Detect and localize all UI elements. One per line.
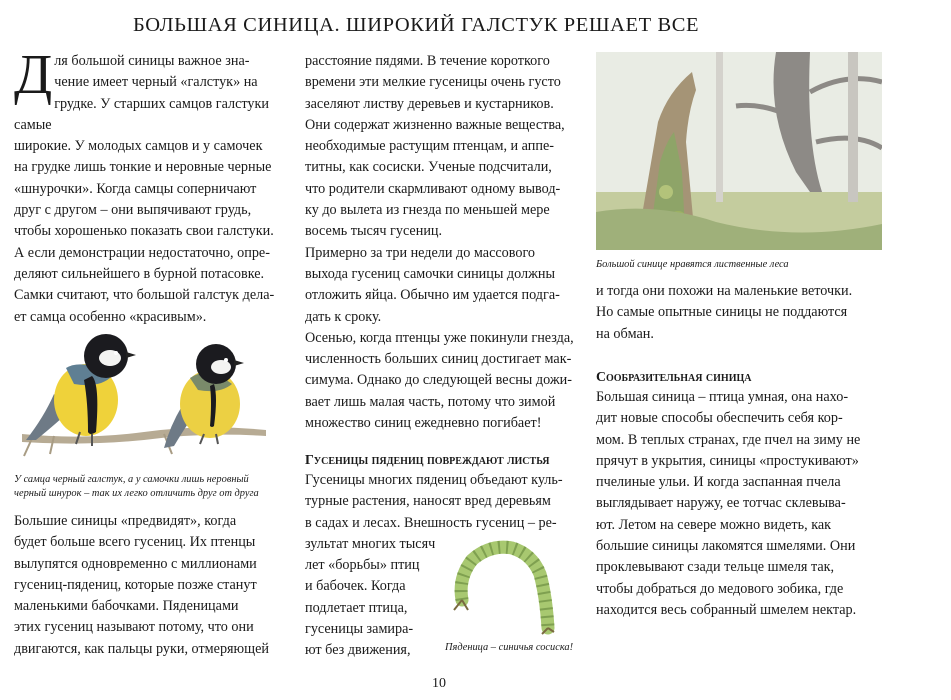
body-line: расстояние пядями. В течение короткого bbox=[305, 53, 550, 69]
body-line: мом. В теплых странах, где пчел на зиму не bbox=[596, 431, 861, 448]
body-line: необходимые растущим птенцам, и аппе- bbox=[305, 138, 555, 155]
body-line: пчелиные ульи. И когда заспанная пчела bbox=[596, 474, 841, 491]
birds-caption bbox=[14, 473, 299, 501]
body-line: отложить яйца. Обычно им удается подга- bbox=[305, 287, 560, 304]
body-line: будет больше всего гусениц. Их птенцы bbox=[14, 534, 256, 551]
male-bird bbox=[26, 334, 136, 446]
intro-line: «шнурочки». Когда самцы соперничают bbox=[14, 180, 257, 197]
body-line: множество синиц ежедневно погибает! bbox=[305, 415, 542, 432]
intro-line: грудке. У старших самцов галстуки самые bbox=[14, 95, 269, 133]
forest-illustration bbox=[596, 52, 882, 250]
body-line: турные растения, наносят вред деревьям bbox=[305, 493, 551, 510]
intro-line: чтобы хорошенько показать свои галстуки. bbox=[14, 223, 274, 240]
body-line: в садах и лесах. Внешность гусениц – ре- bbox=[305, 514, 557, 531]
body-line: и тогда они похожи на маленькие веточки. bbox=[596, 283, 853, 299]
body-line: выглядывает наружу, ее тотчас склевыва- bbox=[596, 495, 846, 512]
body-line: Осенью, когда птенцы уже покинули гнезда, bbox=[305, 329, 574, 346]
intro-line: А если демонстрации недостаточно, опре- bbox=[14, 244, 270, 261]
body-line: и бабочек. Когда bbox=[305, 578, 406, 595]
column-2-text bbox=[305, 51, 587, 434]
body-line: вает лишь малая часть, потому что зимой bbox=[305, 393, 556, 410]
body-line: маленькими бабочками. Пяденицами bbox=[14, 598, 239, 615]
body-line: симума. Однако до следующей весны дожи- bbox=[305, 372, 572, 389]
caption-line: черный шнурок – так их легко отличить друг от друга bbox=[14, 488, 259, 499]
body-line: Примерно за три недели до массового bbox=[305, 244, 536, 261]
intro-line: Самки считают, что большой галстук дела- bbox=[14, 287, 275, 304]
column-1-intro bbox=[14, 44, 294, 328]
body-line: ку до вылета из гнезда по меньшей мере bbox=[305, 202, 550, 219]
body-line: Но самые опытные синицы не поддаются bbox=[596, 304, 848, 321]
body-line: численность больших синиц достигает мак- bbox=[305, 351, 572, 368]
body-line: восемь тысяч гусениц. bbox=[305, 223, 443, 240]
drop-cap: Д bbox=[14, 44, 53, 106]
intro-line: ет самца особенно «красивым». bbox=[14, 308, 207, 325]
intro-line: друг с другом – они выпячивают грудь, bbox=[14, 202, 252, 219]
clever-tit-section-heading: Сообразительная синица bbox=[596, 369, 752, 384]
body-line: ют. Летом на севере можно видеть, как bbox=[596, 516, 832, 533]
body-line: заселяют листву деревьев и кустарников. bbox=[305, 95, 554, 112]
column-1-continued bbox=[14, 511, 299, 660]
body-line: вылупятся одновременно с миллионами bbox=[14, 555, 257, 572]
body-line: гусениц-пядениц, которые позже станут bbox=[14, 576, 257, 593]
great-tit-birds-illustration bbox=[14, 322, 274, 462]
column-3-text bbox=[596, 281, 886, 345]
page-number: 10 bbox=[432, 676, 446, 691]
body-line: гусеницы замира- bbox=[305, 621, 414, 638]
caterpillar-caption: Пяденица – синичья сосиска! bbox=[445, 642, 574, 653]
body-line: Гусеницы многих пядениц объедают куль- bbox=[305, 472, 563, 488]
body-line: зультат многих тысяч bbox=[305, 535, 436, 552]
caption-line: У самца черный галстук, а у самочки лишь неровный bbox=[14, 474, 249, 485]
body-line: прячут в укрытия, синицы «простукивают» bbox=[596, 452, 859, 469]
intro-line: широкие. У молодых самцов и у самочек bbox=[14, 138, 263, 155]
body-line: большие синицы лакомятся шмелями. Они bbox=[596, 538, 856, 555]
body-line: лет «борьбы» птиц bbox=[305, 557, 420, 574]
caterpillar-illustration bbox=[450, 538, 560, 638]
forest-caption: Большой синице нравятся лиственные леса bbox=[596, 259, 789, 270]
intro-line: на грудке лишь тонкие и неровные черные bbox=[14, 159, 272, 176]
body-line: находится весь собранный шмелем нектар. bbox=[596, 601, 857, 618]
intro-line: чение имеет черный «галстук» на bbox=[54, 74, 258, 91]
body-line: титны, как сосиски. Ученые подсчитали, bbox=[305, 159, 552, 176]
caterpillar-section-heading: Гусеницы пядениц повреждают листья bbox=[305, 452, 550, 467]
body-line: Они содержат жизненно важные вещества, bbox=[305, 116, 565, 133]
body-line: проклевывают сзади тельце шмеля так, bbox=[596, 559, 835, 576]
body-line: дать к сроку. bbox=[305, 308, 382, 325]
body-line: Большие синицы «предвидят», когда bbox=[14, 513, 237, 529]
body-line: подлетает птица, bbox=[305, 599, 408, 616]
body-line: выхода гусениц самочки синицы должны bbox=[305, 265, 556, 282]
page-title: БОЛЬШАЯ СИНИЦА. ШИРОКИЙ ГАЛСТУК РЕШАЕТ ВСЕ bbox=[133, 14, 700, 36]
intro-line: ля большой синицы важное зна- bbox=[54, 53, 250, 69]
intro-line: деляют сильнейшего в бурной потасовке. bbox=[14, 265, 265, 282]
body-line: Большая синица – птица умная, она нахо- bbox=[596, 389, 849, 405]
body-line: дит новые способы обеспечить себя кор- bbox=[596, 410, 843, 427]
body-line: ют без движения, bbox=[305, 642, 411, 659]
column-3-continued bbox=[596, 387, 886, 621]
body-line: что родители скармливают одному вывод- bbox=[305, 180, 561, 197]
body-line: двигаются, как пальцы руки, отмеряющей bbox=[14, 640, 269, 657]
body-line: на обман. bbox=[596, 325, 654, 342]
body-line: этих гусениц называют потому, что они bbox=[14, 619, 254, 636]
body-line: чтобы добраться до медового зобика, где bbox=[596, 580, 844, 597]
body-line: времени эти мелкие гусеницы очень густо bbox=[305, 74, 561, 91]
